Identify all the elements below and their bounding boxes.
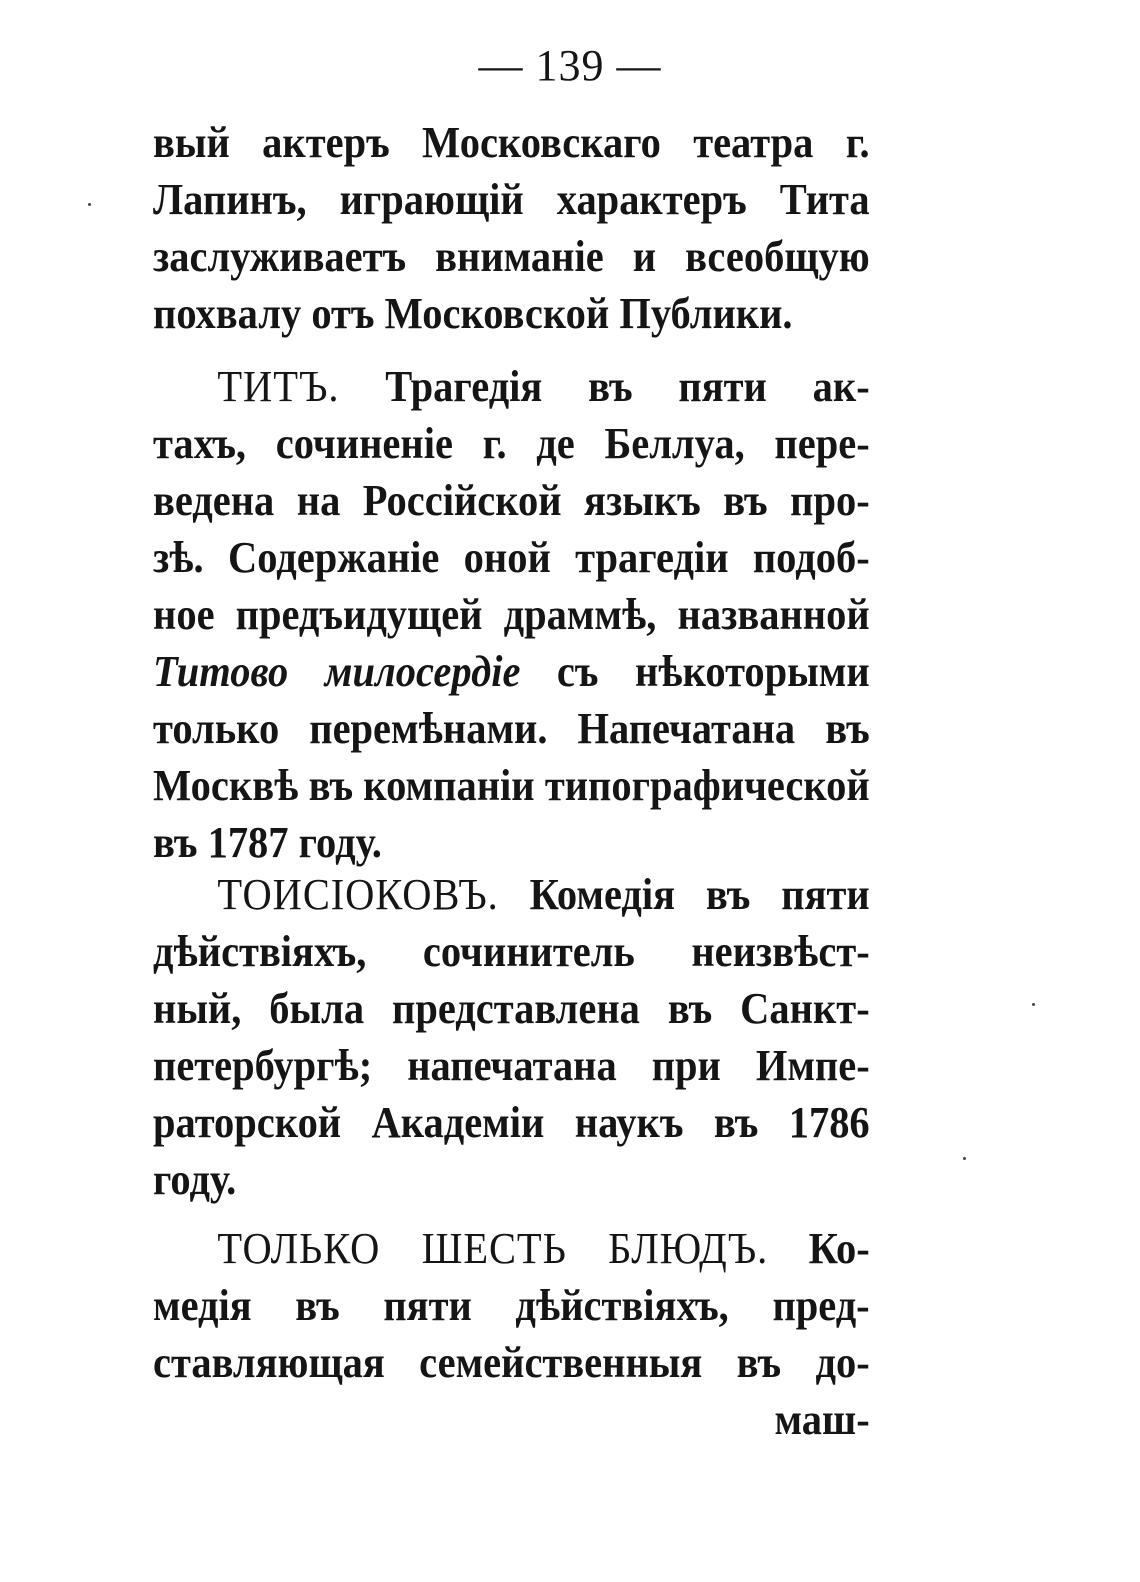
text-fragment: съ нѣкоторыми	[556, 647, 870, 696]
entry-tolko-shest-bliud	[153, 1220, 870, 1448]
text-fragment: Ко-	[808, 1224, 870, 1273]
entry-heading: ТИТЪ.	[217, 362, 340, 411]
text-line: зѣ. Содержаніе оной трагедіи подоб-	[153, 533, 870, 582]
entry-tit	[153, 358, 870, 871]
text-line: году.	[153, 1155, 237, 1204]
text-line: ное предъидущей драммѣ, названной	[153, 590, 870, 639]
italic-title: Титово милосердіе	[153, 647, 521, 696]
catchword: маш-	[774, 1395, 870, 1444]
text-fragment: Комедія въ пяти	[529, 870, 870, 919]
entry-heading: ТОЛЬКО ШЕСТЬ БЛЮДЪ.	[217, 1224, 769, 1273]
entry-first-line	[153, 1220, 870, 1277]
entry-toisiokov	[153, 866, 870, 1208]
text-line: петербургѣ; напечатана при Импе-	[153, 1041, 870, 1090]
text-line: ставляющая семейственныя въ до-	[153, 1338, 870, 1387]
entry-first-line	[153, 358, 870, 415]
text-line-with-title	[153, 643, 870, 700]
text-line: дѣйствіяхъ, сочинитель неизвѣст-	[153, 927, 870, 976]
paragraph-continuation	[153, 114, 870, 342]
text-line: Москвѣ въ компаніи типографической	[153, 761, 870, 810]
text-line: вый актеръ Московскаго театра г.	[153, 118, 870, 167]
text-line: только перемѣнами. Напечатана въ	[153, 704, 870, 753]
entry-first-line	[153, 866, 870, 923]
text-line: тахъ, сочиненіе г. де Беллуа, пере-	[153, 419, 870, 468]
text-line: медія въ пяти дѣйствіяхъ, пред-	[153, 1281, 870, 1330]
page-number: — 139 —	[478, 41, 662, 90]
text-line: ведена на Россійской языкъ въ про-	[153, 476, 870, 525]
text-line: ный, была представлена въ Санкт-	[153, 984, 870, 1033]
text-line: похвалу отъ Московской Публики.	[153, 289, 793, 338]
entry-heading: ТОИСІОКОВЪ.	[217, 870, 499, 919]
text-line: заслуживаетъ вниманіе и всеобщую	[153, 232, 870, 281]
text-line: въ 1787 году.	[153, 818, 382, 867]
scan-speck	[88, 203, 91, 206]
scan-speck	[1032, 1003, 1035, 1006]
scan-speck	[963, 1157, 966, 1160]
text-line: раторской Академіи наукъ въ 1786	[153, 1098, 870, 1147]
text-fragment: Трагедія въ пяти ак-	[385, 362, 870, 411]
text-line: Лапинъ, играющій характеръ Тита	[153, 175, 870, 224]
